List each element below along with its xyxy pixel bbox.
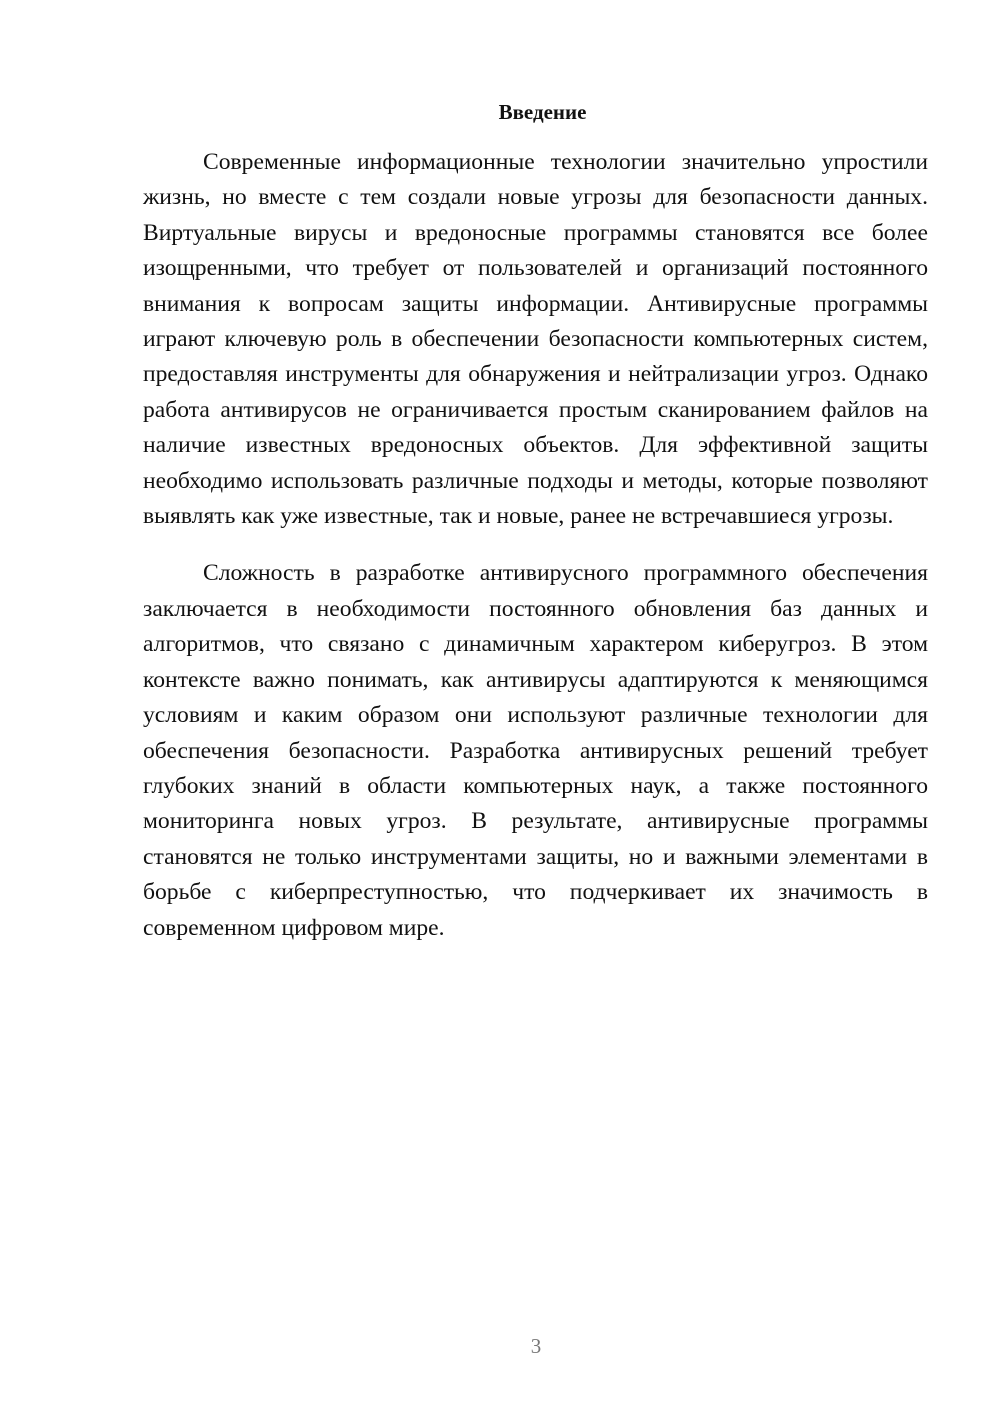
page-number: 3 [530,1334,542,1358]
section-heading: Введение [498,100,587,124]
page-content [143,100,928,946]
paragraph-complexity: Сложность в разработке антивирусного программного обеспечения заключается в необходимости постоянного обновления баз данных и алгоритмов, что связано с динамичным характером киберугроз. В этом контексте важно понимать, как антивирусы адаптируются к меняющимся условиям и каким образом они используют различные технологии для обеспечения безопасности. Разработка антивирусных решений требует глубоких знаний в области компьютерных наук, а также постоянного мониторинга новых угроз. В результате, антивирусные программы становятся не только инструментами защиты, но и важными элементами в борьбе с киберпреступностью, что подчеркивает их значимость в современном цифровом мире. [143,560,928,941]
paragraph-intro: Современные информационные технологии значительно упростили жизнь, но вместе с тем создали новые угрозы для безопасности данных. Виртуальные вирусы и вредоносные программы становятся все более изощренными, что требует от пользователей и организаций постоянного внимания к вопросам защиты информации. Антивирусные программы играют ключевую роль в обеспечении безопасности компьютерных систем, предоставляя инструменты для обнаружения и нейтрализации угроз. Однако работа антивирусов не ограничивается простым сканированием файлов на наличие известных вредоносных объектов. Для эффективной защиты необходимо использовать различные подходы и методы, которые позволяют выявлять как уже известные, так и новые, ранее не встречавшиеся угрозы. [143,149,928,530]
